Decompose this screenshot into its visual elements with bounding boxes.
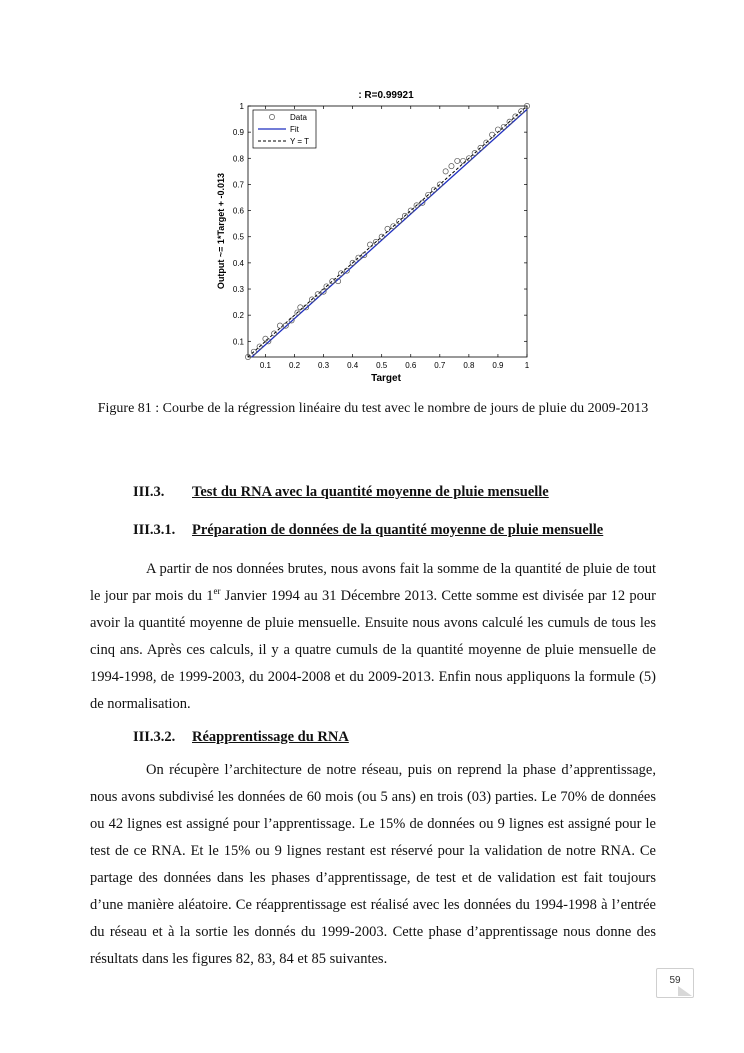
paragraph1-superscript: er (213, 586, 221, 597)
page-curl-decoration (678, 986, 692, 996)
x-tick-label: 0.5 (376, 361, 388, 370)
subsection-title-1: Préparation de données de la quantité moyenne de pluie mensuelle (192, 522, 604, 538)
paragraph-retraining: On récupère l’architecture de notre réseau, puis on reprend la phase d’apprentissage, nous avons subdivisé les données de 60 mois (ou 5 ans) en trois (03) parties. Le 70% de données ou 42 lignes est assigné pour l’apprentissage. Le 15% de données ou 9 lignes est assigné pour le test de ce RNA. Et le 15% ou 9 lignes restant est réservé pour la validation de notre RNA. Ce partage des données dans les phases d’apprentissage, de test et de validation est fait toujours d’une manière aléatoire. Ce réapprentissage est réalisé avec les données du 1994-1998 à l’entrée du réseau et à la sortie les donnés du 1999-2003. Cette phase d’apprentissage nous donne des résultats dans les figures 82, 83, 84 et 85 suivantes. (90, 762, 656, 967)
paragraph1-text-a: A partir de nos données brutes, nous avons fait la somme de la quantité de pluie de tout le jour par mois du 1 (90, 561, 656, 604)
section-title: Test du RNA avec la quantité moyenne de pluie mensuelle (192, 484, 549, 500)
y-tick-label: 1 (239, 102, 244, 111)
y-tick-label: 0.2 (232, 311, 244, 321)
subsection-title-2: Réapprentissage du RNA (192, 729, 349, 745)
x-tick-label: 0.4 (347, 361, 359, 370)
x-tick-label: 0.8 (463, 361, 475, 370)
y-tick-label: 0.8 (232, 154, 244, 164)
section-number: III.3. (133, 484, 165, 500)
x-tick-label: 0.9 (492, 361, 504, 370)
y-tick-label: 0.1 (232, 337, 244, 347)
y-tick-label: 0.3 (232, 285, 244, 295)
y-tick-label: 0.6 (232, 206, 244, 216)
x-tick-label: 1 (524, 361, 530, 370)
figure-caption: Figure 81 : Courbe de la régression linéaire du test avec le nombre de jours de pluie du 2009-2013 (97, 401, 649, 416)
page-number: 59 (656, 968, 694, 998)
y-tick-label: 0.9 (232, 128, 244, 138)
paragraph1-text-b: Janvier 1994 au 31 Décembre 2013. Cette somme est divisée par 12 pour avoir la quantité moyenne de pluie mensuelle. Ensuite nous avons calculé les cumuls de tous les cinq ans. Après ces calculs, il y a quatre cumuls de la quantité moyenne de pluie mensuelle de 1994-1998, de 1999-2003, du 2004-2008 et du 2009-2013. Enfin nous appliquons la formule (5) de normalisation. (90, 588, 656, 712)
y-axis-label: Output ~= 1*Target + -0.013 (216, 172, 226, 290)
subsection-number-2: III.3.2. (133, 729, 176, 745)
regression-chart (0, 0, 744, 400)
y-tick-label: 0.4 (232, 258, 244, 268)
y-tick-label: 0.5 (232, 232, 244, 242)
x-tick-label: 0.7 (434, 361, 446, 370)
x-tick-label: 0.3 (318, 361, 330, 370)
x-tick-label: 0.2 (288, 361, 301, 370)
regression-plot-svg (0, 0, 744, 395)
legend-label: Data (290, 113, 307, 122)
chart-title: : R=0.99921 (358, 90, 414, 101)
x-tick-label: 0.6 (405, 361, 417, 370)
paragraph-data-preparation (90, 556, 656, 718)
subsection-number-1: III.3.1. (133, 522, 176, 538)
legend-label: Fit (290, 125, 299, 134)
x-tick-label: 0.1 (259, 361, 271, 370)
y-tick-label: 0.7 (232, 180, 244, 190)
x-axis-label: Target (371, 373, 401, 384)
legend-label: Y = T (290, 137, 310, 146)
